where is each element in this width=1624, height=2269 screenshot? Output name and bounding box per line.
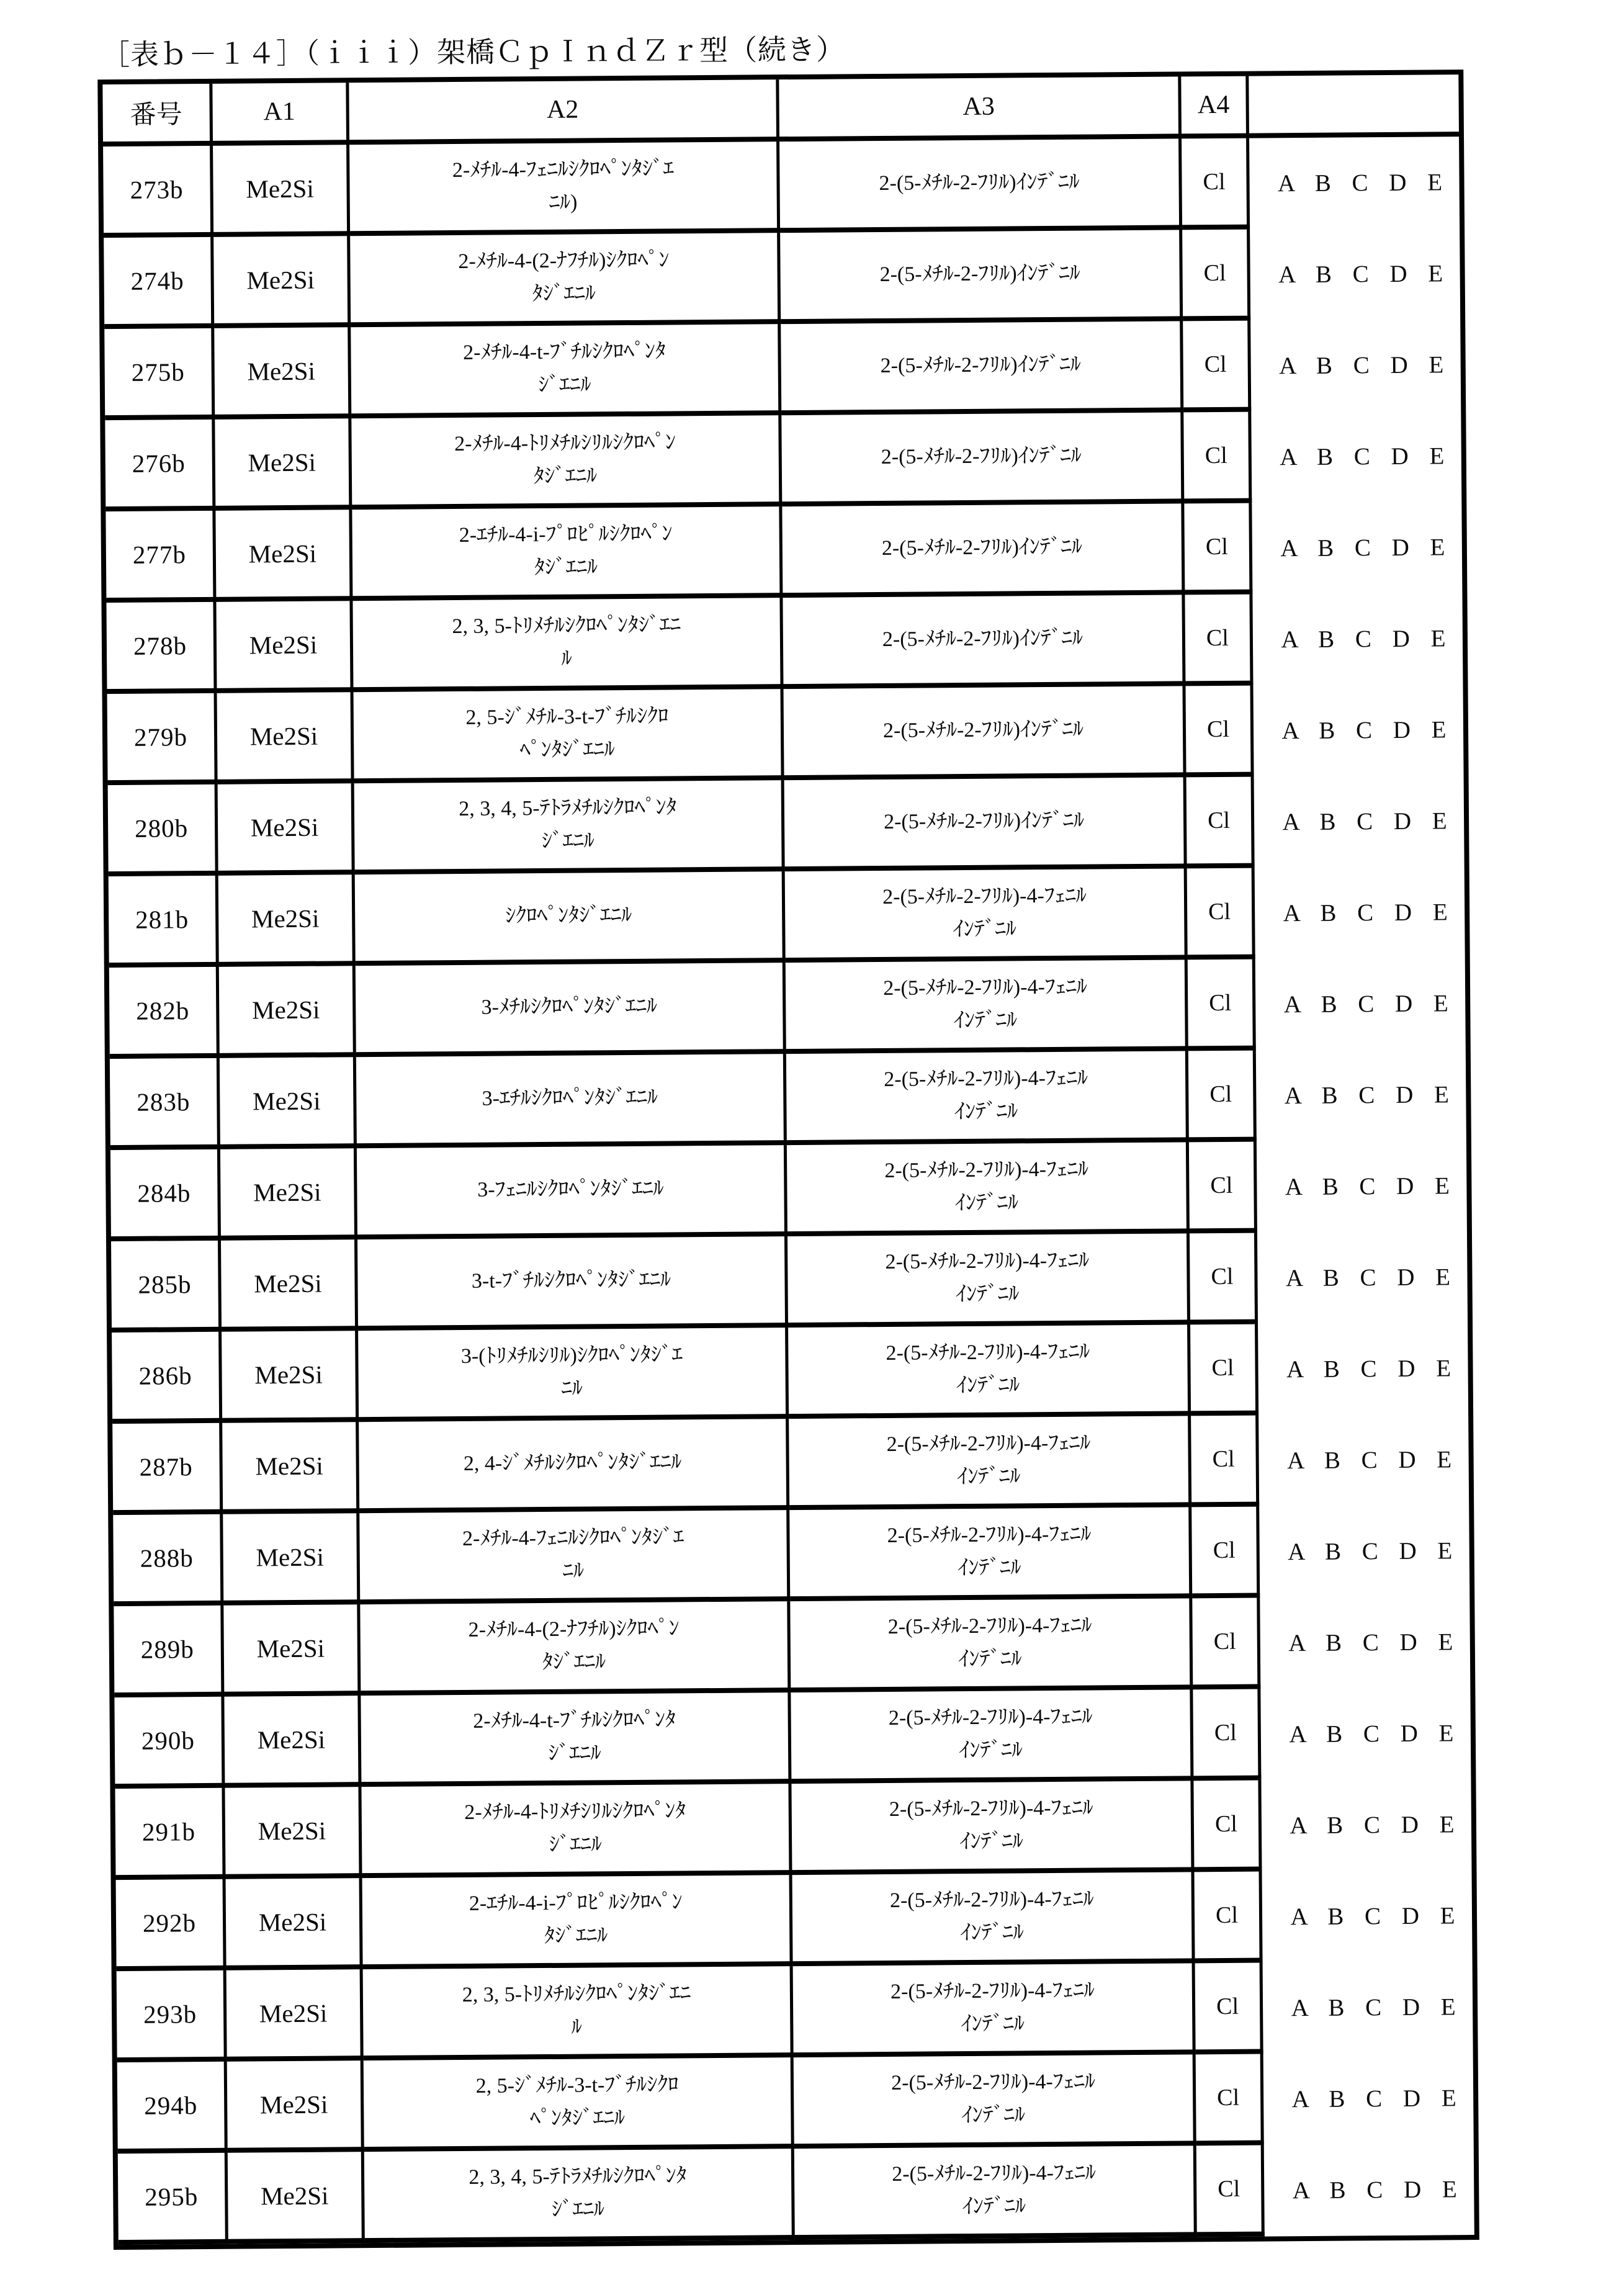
cell-a2-ligand: 3-ｴﾁﾙｼｸﾛﾍﾟﾝﾀｼﾞｴﾆﾙ — [356, 1054, 787, 1148]
cell-row-number: 282b — [109, 967, 220, 1059]
cell-a3-ligand: 2-(5-ﾒﾁﾙ-2-ﾌﾘﾙ)-4-ﾌｪﾆﾙ ｲﾝﾃﾞﾆﾙ — [794, 2054, 1196, 2149]
cell-a1-bridge: Me2Si — [220, 1148, 357, 1241]
cell-a2-ligand: 2-ﾒﾁﾙ-4-t-ﾌﾞﾁﾙｼｸﾛﾍﾟﾝﾀ ｼﾞｴﾆﾙ — [361, 1692, 791, 1787]
cell-row-number: 292b — [116, 1879, 227, 1971]
header-no: 番号 — [102, 84, 213, 146]
header-a3: A3 — [779, 76, 1182, 142]
abcde-values: A B C D E — [1288, 1629, 1453, 1657]
cell-row-number: 276b — [105, 420, 215, 511]
abcde-values: A B C D E — [1285, 1172, 1450, 1201]
cell-a1-bridge: Me2Si — [217, 692, 354, 784]
cell-a1-bridge: Me2Si — [227, 2060, 364, 2153]
abcde-values: A B C D E — [1289, 1720, 1454, 1748]
cell-a3-ligand: 2-(5-ﾒﾁﾙ-2-ﾌﾘﾙ)-4-ﾌｪﾆﾙ ｲﾝﾃﾞﾆﾙ — [786, 959, 1188, 1054]
cell-row-number: 293b — [117, 1970, 227, 2062]
header-a4: A4 — [1181, 76, 1249, 139]
cell-a3-ligand: 2-(5-ﾒﾁﾙ-2-ﾌﾘﾙ)-4-ﾌｪﾆﾙ ｲﾝﾃﾞﾆﾙ — [787, 1233, 1190, 1328]
cell-a3-ligand: 2-(5-ﾒﾁﾙ-2-ﾌﾘﾙ)ｲﾝﾃﾞﾆﾙ — [781, 321, 1183, 415]
cell-a3-ligand: 2-(5-ﾒﾁﾙ-2-ﾌﾘﾙ)ｲﾝﾃﾞﾆﾙ — [780, 230, 1183, 324]
cell-a4-halogen: Cl — [1184, 503, 1252, 595]
cell-a1-bridge: Me2Si — [223, 1604, 361, 1697]
cell-row-number: 284b — [110, 1149, 221, 1241]
cell-a1-bridge: Me2Si — [227, 1969, 364, 2062]
cell-a1-bridge: Me2Si — [228, 2152, 365, 2244]
cell-row-number: 281b — [109, 876, 219, 968]
cell-row-number: 278b — [106, 602, 217, 694]
cell-a2-ligand: 2-ﾒﾁﾙ-4-ﾄﾘﾒﾁﾙｼﾘﾙｼｸﾛﾍﾟﾝ ﾀｼﾞｴﾆﾙ — [351, 415, 782, 510]
cell-a3-ligand: 2-(5-ﾒﾁﾙ-2-ﾌﾘﾙ)-4-ﾌｪﾆﾙ ｲﾝﾃﾞﾆﾙ — [793, 1963, 1196, 2057]
abcde-values: A B C D E — [1277, 169, 1443, 197]
cell-a4-halogen: Cl — [1193, 1689, 1261, 1781]
cell-a1-bridge: Me2Si — [218, 874, 356, 967]
header-a1: A1 — [212, 83, 349, 146]
cell-row-number: 274b — [104, 237, 214, 329]
cell-row-number: 285b — [111, 1241, 222, 1332]
abcde-values: A B C D E — [1281, 716, 1447, 745]
cell-a2-ligand: 2, 5-ｼﾞﾒﾁﾙ-3-t-ﾌﾞﾁﾙｼｸﾛ ﾍﾟﾝﾀｼﾞｴﾆﾙ — [364, 2057, 794, 2152]
cell-a2-ligand: 2-ｴﾁﾙ-4-i-ﾌﾟﾛﾋﾟﾙｼｸﾛﾍﾟﾝ ﾀｼﾞｴﾆﾙ — [352, 506, 783, 601]
cell-a3-ligand: 2-(5-ﾒﾁﾙ-2-ﾌﾘﾙ)-4-ﾌｪﾆﾙ ｲﾝﾃﾞﾆﾙ — [792, 1872, 1195, 1966]
abcde-values: A B C D E — [1288, 1537, 1453, 1566]
cell-a2-ligand: 2-ﾒﾁﾙ-4-t-ﾌﾞﾁﾙｼｸﾛﾍﾟﾝﾀ ｼﾞｴﾆﾙ — [351, 324, 781, 418]
cell-a1-bridge: Me2Si — [213, 236, 351, 328]
cell-a3-ligand: 2-(5-ﾒﾁﾙ-2-ﾌﾘﾙ)ｲﾝﾃﾞﾆﾙ — [784, 777, 1187, 871]
cell-a1-bridge: Me2Si — [224, 1696, 361, 1788]
cell-a4-halogen: Cl — [1182, 138, 1250, 230]
cell-a3-ligand: 2-(5-ﾒﾁﾙ-2-ﾌﾘﾙ)-4-ﾌｪﾆﾙ ｲﾝﾃﾞﾆﾙ — [785, 868, 1188, 963]
cell-a4-halogen: Cl — [1185, 595, 1253, 686]
cell-a2-ligand: 2, 3, 5-ﾄﾘﾒﾁﾙｼｸﾛﾍﾟﾝﾀｼﾞｴﾆ ﾙ — [363, 1966, 794, 2060]
cell-a1-bridge: Me2Si — [213, 145, 350, 237]
abcde-values: A B C D E — [1286, 1355, 1451, 1383]
abcde-values: A B C D E — [1280, 443, 1445, 471]
abcde-values: A B C D E — [1279, 351, 1444, 380]
cell-a3-ligand: 2-(5-ﾒﾁﾙ-2-ﾌﾘﾙ)-4-ﾌｪﾆﾙ ｲﾝﾃﾞﾆﾙ — [789, 1507, 1192, 1601]
header-extra — [1249, 74, 1459, 138]
cell-a1-bridge: Me2Si — [215, 418, 352, 511]
cell-a3-ligand: 2-(5-ﾒﾁﾙ-2-ﾌﾘﾙ)-4-ﾌｪﾆﾙ ｲﾝﾃﾞﾆﾙ — [786, 1051, 1189, 1145]
cell-a2-ligand: 2, 4-ｼﾞﾒﾁﾙｼｸﾛﾍﾟﾝﾀｼﾞｴﾆﾙ — [359, 1419, 789, 1513]
cell-row-number: 289b — [114, 1606, 224, 1697]
cell-row-number: 294b — [117, 2062, 228, 2154]
abcde-values: A B C D E — [1283, 899, 1448, 927]
cell-row-number: 273b — [103, 146, 213, 238]
cell-a3-ligand: 2-(5-ﾒﾁﾙ-2-ﾌﾘﾙ)ｲﾝﾃﾞﾆﾙ — [782, 503, 1185, 598]
cell-a2-ligand: 2, 3, 4, 5-ﾃﾄﾗﾒﾁﾙｼｸﾛﾍﾟﾝﾀ ｼﾞｴﾆﾙ — [354, 780, 785, 874]
cell-a1-bridge: Me2Si — [214, 327, 351, 420]
cell-a1-bridge: Me2Si — [216, 601, 353, 693]
abcde-column — [1249, 137, 1474, 2236]
abcde-values: A B C D E — [1291, 1993, 1456, 2022]
cell-a3-ligand: 2-(5-ﾒﾁﾙ-2-ﾌﾘﾙ)-4-ﾌｪﾆﾙ ｲﾝﾃﾞﾆﾙ — [794, 2145, 1197, 2240]
cell-a2-ligand: 3-ﾌｪﾆﾙｼｸﾛﾍﾟﾝﾀｼﾞｴﾆﾙ — [357, 1145, 787, 1239]
cell-a2-ligand: 3-t-ﾌﾞﾁﾙｼｸﾛﾍﾟﾝﾀｼﾞｴﾆﾙ — [357, 1236, 788, 1331]
cell-a1-bridge: Me2Si — [221, 1239, 358, 1332]
cell-row-number: 275b — [104, 328, 215, 420]
abcde-values: A B C D E — [1282, 807, 1447, 836]
cell-a1-bridge: Me2Si — [222, 1422, 359, 1514]
cell-a1-bridge: Me2Si — [219, 966, 356, 1058]
abcde-values: A B C D E — [1290, 1811, 1455, 1840]
cell-row-number: 286b — [112, 1332, 222, 1424]
cell-a2-ligand: 2, 3, 5-ﾄﾘﾒﾁﾙｼｸﾛﾍﾟﾝﾀｼﾞｴﾆ ﾙ — [352, 598, 783, 692]
header-a2: A2 — [349, 79, 779, 145]
cell-a3-ligand: 2-(5-ﾒﾁﾙ-2-ﾌﾘﾙ)-4-ﾌｪﾆﾙ ｲﾝﾃﾞﾆﾙ — [790, 1598, 1193, 1692]
cell-a2-ligand: 3-ﾒﾁﾙｼｸﾛﾍﾟﾝﾀｼﾞｴﾆﾙ — [356, 963, 786, 1057]
cell-row-number: 291b — [115, 1788, 225, 1880]
cell-row-number: 287b — [112, 1423, 223, 1515]
cell-row-number: 290b — [114, 1697, 225, 1789]
cell-a4-halogen: Cl — [1183, 321, 1251, 413]
cell-a4-halogen: Cl — [1190, 1233, 1258, 1325]
cell-row-number: 288b — [113, 1514, 223, 1606]
cell-row-number: 295b — [118, 2153, 228, 2245]
table-title: ［表ｂ－１４］（ｉｉｉ）架橋ＣｐＩｎｄＺｒ型（続き） — [101, 33, 846, 71]
abcde-values: A B C D E — [1280, 534, 1445, 562]
cell-a4-halogen: Cl — [1196, 2145, 1265, 2237]
cell-a1-bridge: Me2Si — [222, 1331, 359, 1423]
cell-a1-bridge: Me2Si — [225, 1787, 362, 1879]
abcde-values: A B C D E — [1283, 990, 1448, 1018]
cell-a3-ligand: 2-(5-ﾒﾁﾙ-2-ﾌﾘﾙ)ｲﾝﾃﾞﾆﾙ — [781, 412, 1184, 506]
cell-a4-halogen: Cl — [1182, 230, 1250, 321]
cell-a2-ligand: ｼｸﾛﾍﾟﾝﾀｼﾞｴﾆﾙ — [355, 871, 786, 966]
cell-row-number: 280b — [108, 784, 218, 876]
cell-a4-halogen: Cl — [1190, 1324, 1258, 1416]
cell-a3-ligand: 2-(5-ﾒﾁﾙ-2-ﾌﾘﾙ)-4-ﾌｪﾆﾙ ｲﾝﾃﾞﾆﾙ — [787, 1142, 1190, 1236]
cell-a2-ligand: 2-ﾒﾁﾙ-4-(2-ﾅﾌﾁﾙ)ｼｸﾛﾍﾟﾝ ﾀｼﾞｴﾆﾙ — [360, 1601, 791, 1696]
abcde-values: A B C D E — [1290, 1902, 1455, 1931]
cell-a3-ligand: 2-(5-ﾒﾁﾙ-2-ﾌﾘﾙ)-4-ﾌｪﾆﾙ ｲﾝﾃﾞﾆﾙ — [788, 1324, 1191, 1419]
cell-a1-bridge: Me2Si — [218, 783, 355, 876]
cell-a4-halogen: Cl — [1187, 777, 1255, 869]
abcde-values: A B C D E — [1286, 1446, 1452, 1475]
ligand-table — [97, 70, 1479, 2250]
cell-a4-halogen: Cl — [1185, 686, 1254, 778]
abcde-values: A B C D E — [1284, 1081, 1450, 1110]
abcde-values: A B C D E — [1292, 2176, 1457, 2204]
cell-a2-ligand: 3-(ﾄﾘﾒﾁﾙｼﾘﾙ)ｼｸﾛﾍﾟﾝﾀｼﾞｴ ﾆﾙ — [358, 1328, 789, 1422]
cell-a4-halogen: Cl — [1196, 2054, 1264, 2146]
cell-a1-bridge: Me2Si — [215, 510, 352, 602]
cell-a1-bridge: Me2Si — [223, 1513, 360, 1606]
cell-a3-ligand: 2-(5-ﾒﾁﾙ-2-ﾌﾘﾙ)-4-ﾌｪﾆﾙ ｲﾝﾃﾞﾆﾙ — [791, 1689, 1193, 1784]
cell-a1-bridge: Me2Si — [220, 1057, 357, 1149]
abcde-values: A B C D E — [1281, 625, 1446, 654]
cell-a2-ligand: 2-ﾒﾁﾙ-4-ﾄﾘﾒﾁｼﾘﾙｼｸﾛﾍﾟﾝﾀ ｼﾞｴﾆﾙ — [361, 1784, 792, 1878]
cell-a2-ligand: 2-ﾒﾁﾙ-4-(2-ﾅﾌﾁﾙ)ｼｸﾛﾍﾟﾝ ﾀｼﾞｴﾆﾙ — [350, 233, 781, 327]
abcde-values: A B C D E — [1285, 1264, 1451, 1292]
cell-a1-bridge: Me2Si — [226, 1878, 363, 1970]
cell-a4-halogen: Cl — [1187, 868, 1255, 960]
cell-a3-ligand: 2-(5-ﾒﾁﾙ-2-ﾌﾘﾙ)-4-ﾌｪﾆﾙ ｲﾝﾃﾞﾆﾙ — [791, 1781, 1194, 1875]
cell-a4-halogen: Cl — [1193, 1781, 1262, 1872]
cell-a4-halogen: Cl — [1188, 959, 1256, 1051]
cell-a3-ligand: 2-(5-ﾒﾁﾙ-2-ﾌﾘﾙ)ｲﾝﾃﾞﾆﾙ — [783, 595, 1185, 689]
cell-a4-halogen: Cl — [1195, 1963, 1263, 2055]
cell-a4-halogen: Cl — [1188, 1051, 1257, 1143]
abcde-values: A B C D E — [1278, 260, 1443, 289]
cell-a2-ligand: 2-ﾒﾁﾙ-4-ﾌｪﾆﾙｼｸﾛﾍﾟﾝﾀｼﾞｴ ﾆﾙ) — [349, 142, 780, 236]
cell-row-number: 277b — [105, 511, 216, 603]
cell-a4-halogen: Cl — [1183, 412, 1252, 504]
cell-a4-halogen: Cl — [1192, 1598, 1260, 1690]
cell-a4-halogen: Cl — [1191, 1416, 1259, 1507]
cell-a3-ligand: 2-(5-ﾒﾁﾙ-2-ﾌﾘﾙ)-4-ﾌｪﾆﾙ ｲﾝﾃﾞﾆﾙ — [789, 1416, 1191, 1510]
cell-a3-ligand: 2-(5-ﾒﾁﾙ-2-ﾌﾘﾙ)ｲﾝﾃﾞﾆﾙ — [784, 686, 1187, 780]
cell-a4-halogen: Cl — [1191, 1507, 1260, 1599]
cell-row-number: 279b — [107, 693, 218, 785]
abcde-values: A B C D E — [1291, 2085, 1456, 2113]
cell-a2-ligand: 2, 5-ｼﾞﾒﾁﾙ-3-t-ﾌﾞﾁﾙｼｸﾛ ﾍﾟﾝﾀｼﾞｴﾆﾙ — [354, 689, 784, 783]
cell-a2-ligand: 2-ｴﾁﾙ-4-i-ﾌﾟﾛﾋﾟﾙｼｸﾛﾍﾟﾝ ﾀｼﾞｴﾆﾙ — [362, 1875, 793, 1969]
cell-a4-halogen: Cl — [1195, 1872, 1263, 1964]
cell-a4-halogen: Cl — [1189, 1142, 1257, 1234]
cell-a2-ligand: 2, 3, 4, 5-ﾃﾄﾗﾒﾁﾙｼｸﾛﾍﾟﾝﾀ ｼﾞｴﾆﾙ — [364, 2149, 795, 2243]
cell-a2-ligand: 2-ﾒﾁﾙ-4-ﾌｪﾆﾙｼｸﾛﾍﾟﾝﾀｼﾞｴ ﾆﾙ — [359, 1510, 790, 1604]
cell-a3-ligand: 2-(5-ﾒﾁﾙ-2-ﾌﾘﾙ)ｲﾝﾃﾞﾆﾙ — [779, 138, 1182, 233]
cell-row-number: 283b — [110, 1058, 220, 1150]
